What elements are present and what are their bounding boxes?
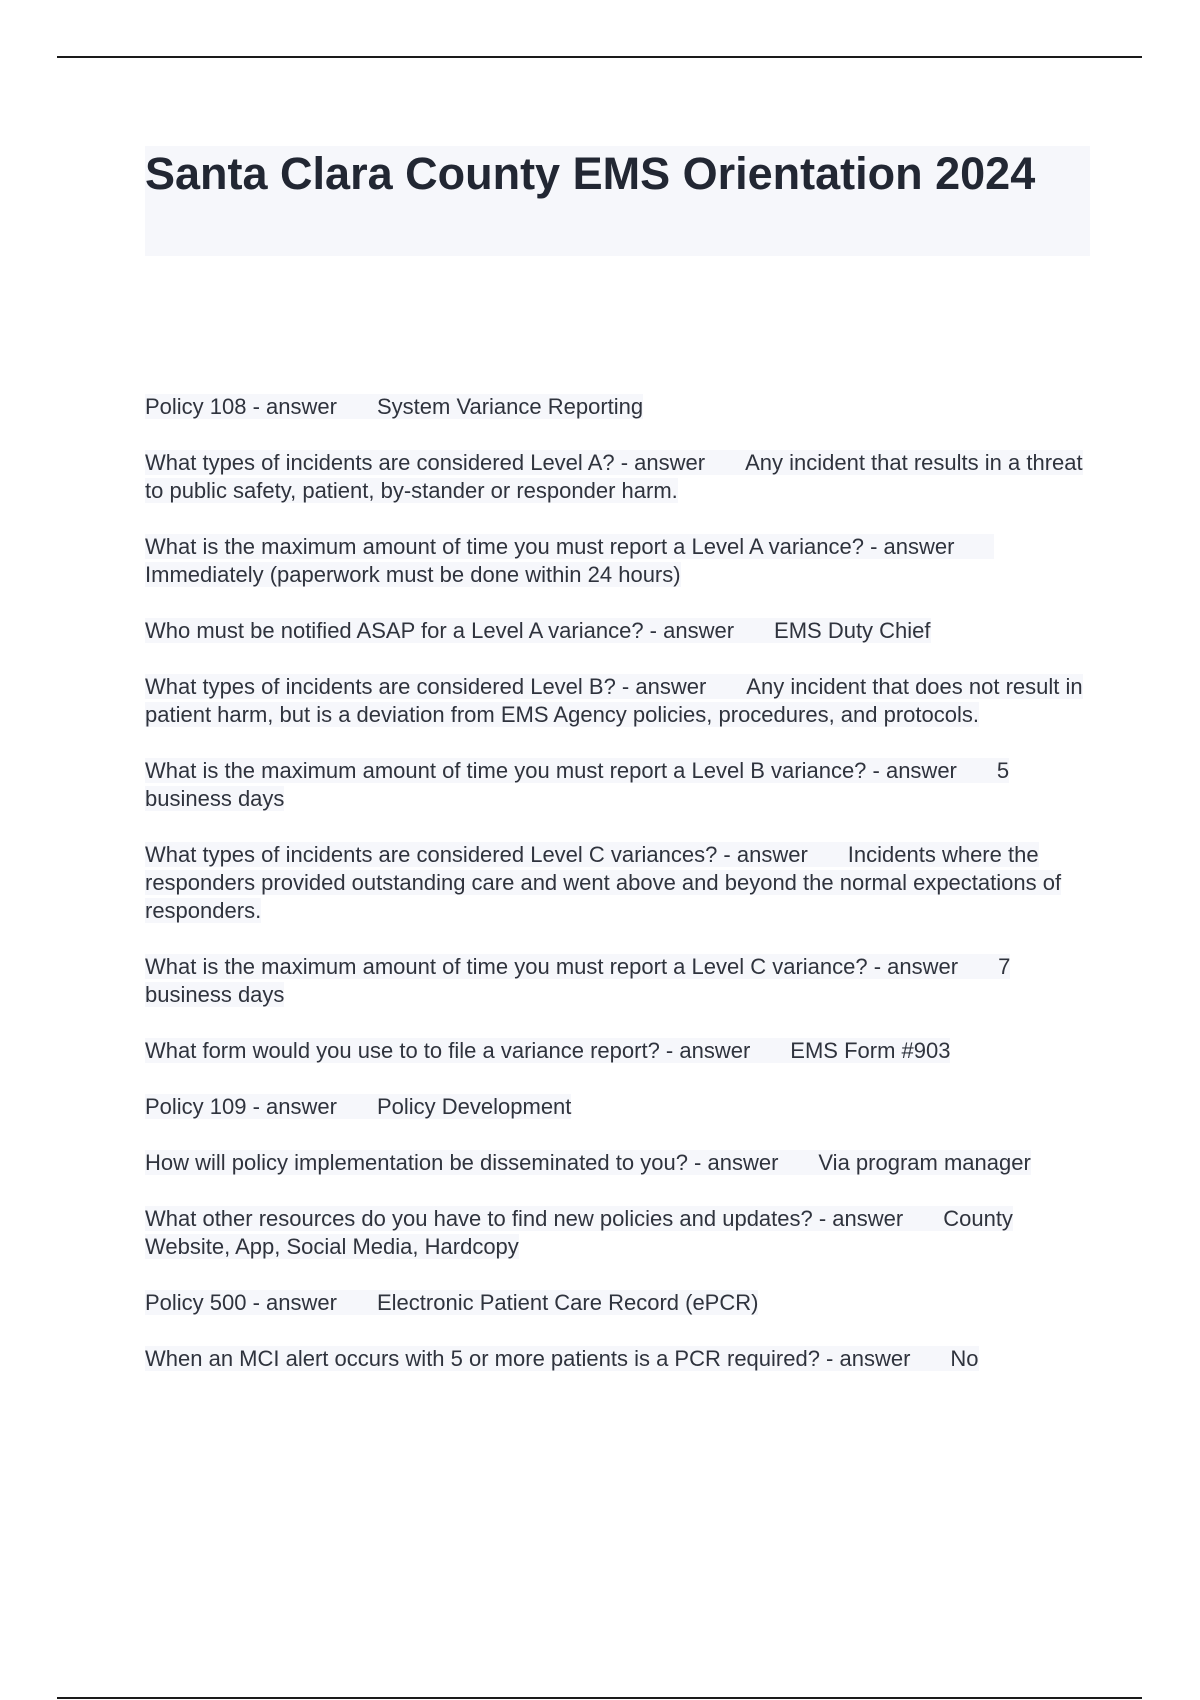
question: What types of incidents are considered Level A? - answer [145, 450, 706, 475]
bottom-rule [57, 1697, 1142, 1699]
answer: Policy Development [376, 1094, 572, 1119]
answer: Via program manager [818, 1150, 1031, 1175]
qa-list [145, 393, 1090, 1401]
qa-item [145, 1289, 1090, 1317]
title-block [145, 146, 1090, 256]
question: Who must be notified ASAP for a Level A variance? - answer [145, 618, 735, 643]
question: What is the maximum amount of time you must report a Level C variance? - answer [145, 954, 959, 979]
qa-item [145, 841, 1090, 925]
qa-item [145, 953, 1090, 1009]
answer: Any incident that does not result in patient harm, but is a deviation from EMS Agency policies, procedures, and protocols. [145, 674, 1083, 727]
qa-item [145, 1149, 1090, 1177]
answer: EMS Duty Chief [774, 618, 931, 643]
question: What types of incidents are considered Level C variances? - answer [145, 842, 808, 867]
question: What other resources do you have to find new policies and updates? - answer [145, 1206, 904, 1231]
question: When an MCI alert occurs with 5 or more patients is a PCR required? - answer [145, 1346, 911, 1371]
question: What types of incidents are considered Level B? - answer [145, 674, 707, 699]
answer: No [950, 1346, 979, 1371]
page-title: Santa Clara County EMS Orientation 2024 [145, 148, 1036, 199]
answer: EMS Form #903 [790, 1038, 951, 1063]
answer: Electronic Patient Care Record (ePCR) [376, 1290, 759, 1315]
qa-item [145, 757, 1090, 813]
question: Policy 500 - answer [145, 1290, 337, 1315]
qa-item [145, 673, 1090, 729]
qa-item [145, 1093, 1090, 1121]
answer: Immediately (paperwork must be done within 24 hours) [145, 562, 681, 587]
qa-item [145, 1345, 1090, 1373]
question: Policy 108 - answer [145, 394, 337, 419]
top-rule [57, 56, 1142, 58]
answer: 5 business days [145, 758, 1010, 811]
answer: 7 business days [145, 954, 1011, 1007]
question: What form would you use to to file a variance report? - answer [145, 1038, 751, 1063]
qa-item [145, 393, 1090, 421]
answer: Any incident that results in a threat to public safety, patient, by-stander or responder harm. [145, 450, 1083, 503]
answer: County Website, App, Social Media, Hardcopy [145, 1206, 1013, 1259]
qa-item [145, 617, 1090, 645]
qa-item [145, 449, 1090, 505]
answer: Incidents where the responders provided outstanding care and went above and beyond the normal expectations of responders. [145, 842, 1062, 923]
qa-item [145, 1037, 1090, 1065]
question: What is the maximum amount of time you must report a Level A variance? - answer [145, 534, 955, 559]
qa-item [145, 533, 1090, 589]
question: How will policy implementation be disseminated to you? - answer [145, 1150, 779, 1175]
question: What is the maximum amount of time you must report a Level B variance? - answer [145, 758, 957, 783]
qa-item [145, 1205, 1090, 1261]
answer: System Variance Reporting [376, 394, 644, 419]
question: Policy 109 - answer [145, 1094, 337, 1119]
